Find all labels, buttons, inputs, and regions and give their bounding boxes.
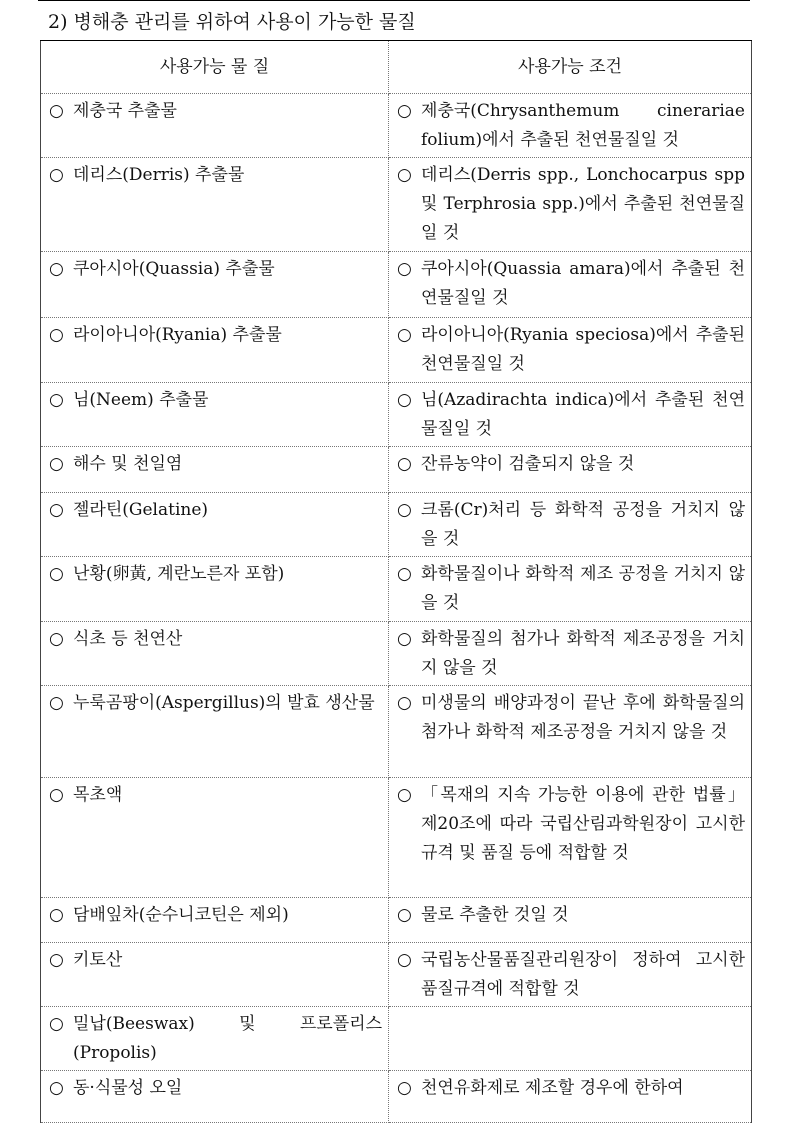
condition-cell bbox=[389, 686, 752, 778]
condition-cell bbox=[389, 557, 752, 622]
substance-name: 키토산 bbox=[73, 950, 123, 970]
table-row bbox=[41, 383, 752, 447]
substance-cell bbox=[41, 557, 389, 622]
circle-bullet-icon: ○ bbox=[49, 785, 64, 805]
substance-cell bbox=[41, 94, 389, 158]
substance-cell bbox=[41, 383, 389, 447]
circle-bullet-icon: ○ bbox=[397, 325, 412, 345]
substance-cell bbox=[41, 158, 389, 252]
substance-cell bbox=[41, 1071, 389, 1123]
circle-bullet-icon: ○ bbox=[397, 390, 412, 410]
substance-name: 난황(卵黃, 계란노른자 포함) bbox=[73, 564, 285, 584]
substance-cell bbox=[41, 778, 389, 898]
circle-bullet-icon: ○ bbox=[397, 785, 412, 805]
substance-name: 밀납(Beeswax) 및 프로폴리스(Propolis) bbox=[73, 1014, 382, 1063]
condition-cell bbox=[389, 943, 752, 1007]
table-row bbox=[41, 94, 752, 158]
circle-bullet-icon: ○ bbox=[49, 500, 64, 520]
table-body bbox=[41, 94, 752, 1123]
circle-bullet-icon: ○ bbox=[49, 1014, 64, 1034]
condition-text: 물로 추출한 것일 것 bbox=[421, 905, 569, 925]
circle-bullet-icon: ○ bbox=[397, 950, 412, 970]
condition-cell bbox=[389, 1071, 752, 1123]
substance-name: 해수 및 천일염 bbox=[73, 454, 183, 474]
pest-control-substances-table bbox=[40, 40, 752, 1123]
table-row bbox=[41, 557, 752, 622]
substance-cell bbox=[41, 898, 389, 943]
substance-cell bbox=[41, 1007, 389, 1071]
substance-cell bbox=[41, 943, 389, 1007]
condition-text: 크롬(Cr)처리 등 화학적 공정을 거치지 않을 것 bbox=[421, 500, 745, 549]
condition-text: 쿠아시아(Quassia amara)에서 추출된 천연물질일 것 bbox=[421, 259, 745, 308]
circle-bullet-icon: ○ bbox=[49, 629, 64, 649]
top-rule bbox=[38, 0, 750, 1]
substance-name: 식초 등 천연산 bbox=[73, 629, 183, 649]
condition-text: 화학물질의 첨가나 화학적 제조공정을 거치지 않을 것 bbox=[421, 629, 745, 678]
condition-cell bbox=[389, 447, 752, 493]
condition-text: 천연유화제로 제조할 경우에 한하여 bbox=[421, 1078, 684, 1098]
circle-bullet-icon: ○ bbox=[397, 564, 412, 584]
circle-bullet-icon: ○ bbox=[397, 500, 412, 520]
substance-name: 누룩곰팡이(Aspergillus)의 발효 생산물 bbox=[73, 693, 375, 713]
condition-text: 화학물질이나 화학적 제조 공정을 거치지 않을 것 bbox=[421, 564, 745, 613]
circle-bullet-icon: ○ bbox=[49, 693, 64, 713]
condition-text: 잔류농약이 검출되지 않을 것 bbox=[421, 454, 635, 474]
circle-bullet-icon: ○ bbox=[49, 390, 64, 410]
substance-cell bbox=[41, 686, 389, 778]
condition-text: 「목재의 지속 가능한 이용에 관한 법률」 제20조에 따라 국립산림과학원장이 고시한 규격 및 품질 등에 적합할 것 bbox=[421, 785, 745, 863]
substance-cell bbox=[41, 622, 389, 686]
circle-bullet-icon: ○ bbox=[49, 101, 64, 121]
section-title: 2) 병해충 관리를 위하여 사용이 가능한 물질 bbox=[48, 11, 416, 33]
header-substance: 사용가능 물 질 bbox=[41, 41, 389, 94]
substance-name: 젤라틴(Gelatine) bbox=[73, 500, 209, 520]
condition-cell bbox=[389, 383, 752, 447]
table-row bbox=[41, 686, 752, 778]
table-row bbox=[41, 318, 752, 383]
circle-bullet-icon: ○ bbox=[397, 454, 412, 474]
substance-name: 제충국 추출물 bbox=[73, 101, 177, 121]
substance-cell bbox=[41, 493, 389, 557]
circle-bullet-icon: ○ bbox=[49, 905, 64, 925]
condition-cell bbox=[389, 1007, 752, 1071]
circle-bullet-icon: ○ bbox=[49, 950, 64, 970]
circle-bullet-icon: ○ bbox=[397, 629, 412, 649]
substance-name: 목초액 bbox=[73, 785, 123, 805]
header-condition: 사용가능 조건 bbox=[389, 41, 752, 94]
circle-bullet-icon: ○ bbox=[49, 325, 64, 345]
substance-name: 담배잎차(순수니코틴은 제외) bbox=[73, 905, 289, 925]
circle-bullet-icon: ○ bbox=[397, 259, 412, 279]
circle-bullet-icon: ○ bbox=[397, 905, 412, 925]
circle-bullet-icon: ○ bbox=[49, 1078, 64, 1098]
circle-bullet-icon: ○ bbox=[49, 165, 64, 185]
table-row bbox=[41, 252, 752, 318]
circle-bullet-icon: ○ bbox=[49, 259, 64, 279]
condition-cell bbox=[389, 318, 752, 383]
table-header-row bbox=[41, 41, 752, 94]
condition-cell bbox=[389, 94, 752, 158]
condition-cell bbox=[389, 778, 752, 898]
substance-name: 동·식물성 오일 bbox=[73, 1078, 183, 1098]
circle-bullet-icon: ○ bbox=[49, 564, 64, 584]
substance-cell bbox=[41, 447, 389, 493]
substance-name: 님(Neem) 추출물 bbox=[73, 390, 209, 410]
table-row bbox=[41, 943, 752, 1007]
condition-text: 님(Azadirachta indica)에서 추출된 천연물질일 것 bbox=[421, 390, 745, 439]
condition-text: 국립농산물품질관리원장이 정하여 고시한 품질규격에 적합할 것 bbox=[421, 950, 745, 999]
circle-bullet-icon: ○ bbox=[397, 165, 412, 185]
table-row bbox=[41, 778, 752, 898]
circle-bullet-icon: ○ bbox=[397, 1078, 412, 1098]
circle-bullet-icon: ○ bbox=[397, 693, 412, 713]
table-row bbox=[41, 158, 752, 252]
substance-name: 데리스(Derris) 추출물 bbox=[73, 165, 245, 185]
table-row bbox=[41, 1071, 752, 1123]
table-row bbox=[41, 898, 752, 943]
circle-bullet-icon: ○ bbox=[49, 454, 64, 474]
condition-text: 제충국(Chrysanthemum cinerariae folium)에서 추출된 천연물질일 것 bbox=[421, 101, 745, 150]
condition-cell bbox=[389, 622, 752, 686]
substance-name: 라이아니아(Ryania) 추출물 bbox=[73, 325, 282, 345]
table-row bbox=[41, 493, 752, 557]
table-row bbox=[41, 447, 752, 493]
substance-cell bbox=[41, 252, 389, 318]
table-row bbox=[41, 1007, 752, 1071]
condition-text: 데리스(Derris spp., Lonchocarpus spp 및 Terphrosia spp.)에서 추출된 천연물질일 것 bbox=[421, 165, 745, 243]
circle-bullet-icon: ○ bbox=[397, 101, 412, 121]
substance-cell bbox=[41, 318, 389, 383]
condition-text: 라이아니아(Ryania speciosa)에서 추출된 천연물질일 것 bbox=[421, 325, 745, 374]
condition-text: 미생물의 배양과정이 끝난 후에 화학물질의 첨가나 화학적 제조공정을 거치지 않을 것 bbox=[421, 693, 745, 742]
substance-name: 쿠아시아(Quassia) 추출물 bbox=[73, 259, 275, 279]
condition-cell bbox=[389, 898, 752, 943]
condition-cell bbox=[389, 493, 752, 557]
table-row bbox=[41, 622, 752, 686]
condition-cell bbox=[389, 158, 752, 252]
condition-cell bbox=[389, 252, 752, 318]
